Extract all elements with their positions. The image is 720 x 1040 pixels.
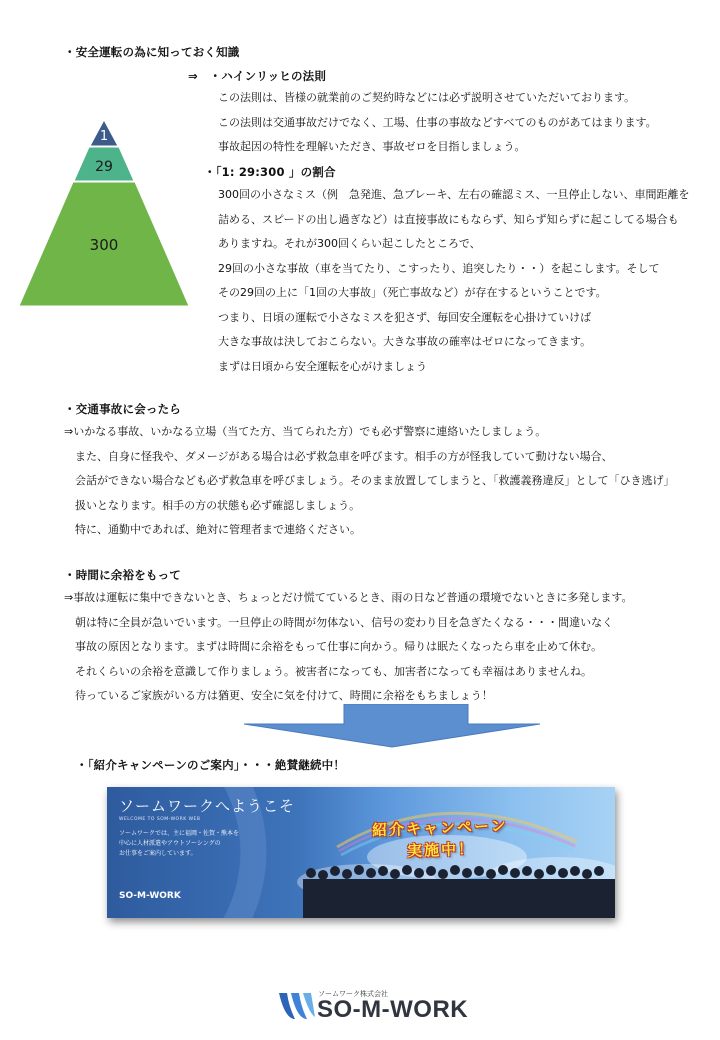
banner-body-line: ソームワークでは、主に福岡・佐賀・熊本を (119, 830, 240, 837)
banner-body-line: お仕事をご案内しています。 (119, 850, 197, 857)
banner-logo: SO-M-WORK (119, 891, 181, 901)
campaign-title-line2: 実施中！ (406, 839, 476, 861)
time-line: 朝は特に全員が急いでいます。一旦停止の時間が勿体ない、信号の変わり目を急ぎたくなる・・・間違いなく (64, 615, 614, 629)
campaign-title-line1: 紹介キャンペーン (371, 816, 508, 840)
ratio-line: その29回の上に「1回の大事故」（死亡事故など）が存在するということです。 (218, 286, 607, 299)
time-heading: ・時間に余裕をもって (64, 568, 181, 582)
pyramid-label-1: 1 (99, 129, 109, 144)
accident-line: 会話ができない場合なども必ず救急車を呼びましょう。そのまま放置してしまうと、「救護義務違反」として「ひき逃げ」 (64, 474, 675, 487)
heinrich-line: 事故起因の特性を理解いただき、事故ゼロを目指しましょう。 (218, 140, 526, 153)
campaign-banner[interactable] (107, 787, 615, 918)
ratio-line: 300回の小さなミス（例 急発進、急ブレーキ、左右の確認ミス、一旦停止しない、車間距離を (218, 188, 690, 201)
heinrich-line: この法則は交通事故だけでなく、工場、仕事の事故などすべてのものがあてはまります。 (218, 115, 657, 129)
ratio-line: 29回の小さな事故（車を当てたり、こすったり、追突したり・・）を起こします。そして (218, 261, 660, 275)
time-line: それくらいの余裕を意識して作りましょう。被害者になっても、加害者になっても幸福はありませんね。 (64, 664, 592, 678)
heinrich-pyramid (18, 120, 190, 308)
heinrich-line: この法則は、皆様の就業前のご契約時などには必ず説明させていただいております。 (218, 91, 636, 104)
campaign-heading: ・「紹介キャンペーンのご案内」・・・絶賛継続中！ (76, 758, 346, 772)
accident-line: 扱いとなります。相手の方の状態も必ず確認しましょう。 (64, 498, 361, 512)
ratio-line: 大きな事故は決しておこらない。大きな事故の確率はゼロになってきます。 (218, 335, 592, 348)
heinrich-heading: ⇒ ・ハインリッヒの法則 (188, 69, 327, 83)
time-line: 事故の原因となります。まずは時間に余裕をもって仕事に向かう。帰りは眠たくなったら車を止めて休む。 (64, 640, 603, 653)
time-line: ⇒事故は運転に集中できないとき、ちょっとだけ慌てているとき、雨の日など普通の環境でないときに多発します。 (64, 591, 633, 604)
footer-logo: SO-M-WORK (317, 996, 469, 1023)
time-line: 待っているご家族がいる方は猶更、安全に気を付けて、時間に余裕をもちましょう！ (64, 689, 493, 702)
pyramid-label-29: 29 (95, 159, 113, 175)
ratio-line: ありますね。それが300回くらい起こしたところで、 (218, 237, 481, 250)
accident-line: ⇒いかなる事故、いかなる立場（当てた方、当てられた方）でも必ず警察に連絡いたしましょう。 (64, 425, 547, 438)
footer-company-name: ソームワーク株式会社 (318, 990, 388, 998)
company-wave-logo-icon (277, 989, 317, 1023)
ratio-heading: ・「1: 29:300 」の割合 (204, 165, 336, 179)
down-arrow-icon (240, 704, 544, 748)
time-text (64, 586, 632, 709)
ratio-line: つまり、日頃の運転で小さなミスを犯さず、毎回安全運転を心掛けていけば (218, 310, 592, 324)
banner-body (119, 829, 239, 859)
banner-title: ソームワークへようこそ (119, 797, 296, 815)
accident-line: 特に、通勤中であれば、絶対に管理者まで連絡ください。 (64, 523, 361, 536)
ratio-text (218, 183, 689, 379)
pyramid-label-300: 300 (89, 236, 119, 254)
ratio-line: 詰める、スピードの出し過ぎなど）は直接事故にもならず、知らず知らずに起こしてる場合も (218, 212, 679, 226)
heinrich-text (218, 86, 657, 160)
accident-text (64, 420, 675, 543)
banner-body-line: 中心に人材派遣やアウトソーシングの (119, 840, 221, 847)
knowledge-heading: ・安全運転の為に知っておく知識 (64, 45, 240, 59)
banner-subtitle: WELCOME TO SOM-WORK WEB (119, 817, 201, 822)
ratio-line: まずは日頃から安全運転を心がけましょう (218, 359, 427, 373)
accident-line: また、自身に怪我や、ダメージがある場合は必ず救急車を呼びます。相手の方が怪我していて動けない場合、 (64, 449, 613, 463)
accident-heading: ・交通事故に会ったら (64, 402, 181, 416)
